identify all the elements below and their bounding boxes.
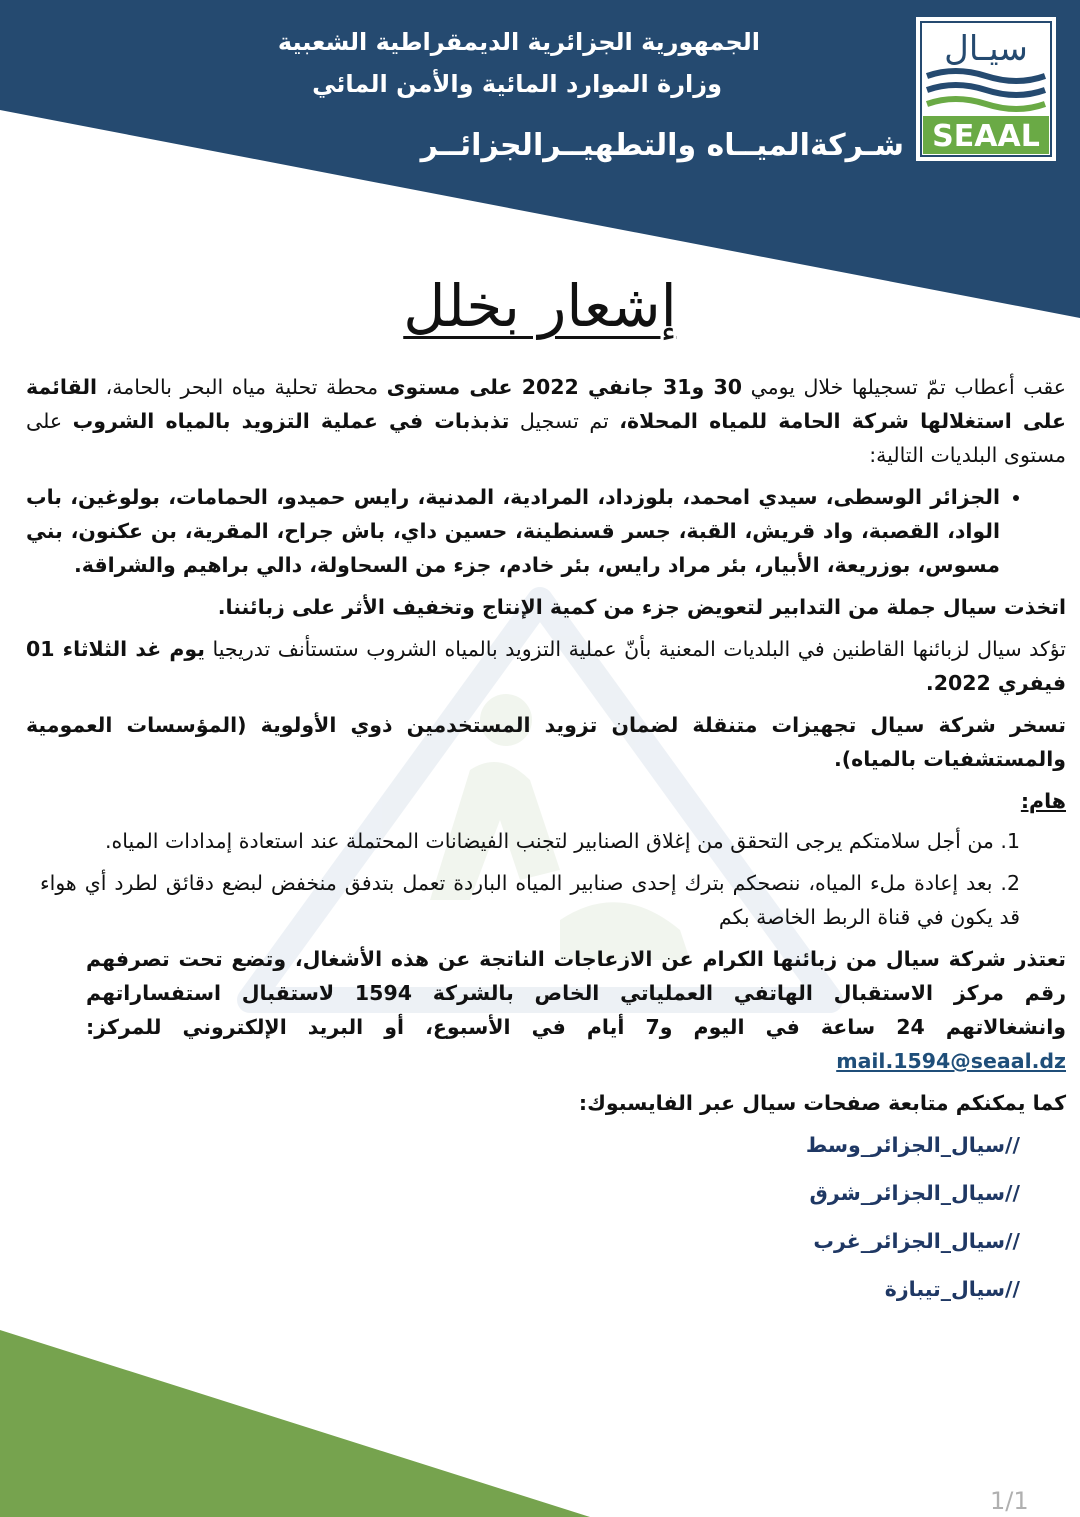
apology-paragraph: تعتذر شركة سيال من زبائنها الكرام عن الازعاجات الناتجة عن هذه الأشغال، وتضع تحت تصرفهم رقم مركز الاستقبال الهاتفي العملياتي الخاص بالشركة 1594 لاستقبال استفساراتهم وانشغالاتهم 24 ساعة في اليوم و7 أيام في الأسبوع، أو البريد الإلكتروني للمركز: mail.1594@seaal.dz <box>86 947 1066 1073</box>
intro-paragraph: عقب أعطاب تمّ تسجيلها خلال يومي 30 و31 جانفي 2022 على مستوى محطة تحلية مياه البحر بالحامة، القائمة على استغلالها شركة الحامة للمياه المحلاة، تم تسجيل تذبذبات في عملية التزويد بالمياه الشروب على مستوى البلديات التالية: <box>26 375 1066 467</box>
resumption-paragraph: تؤكد سيال لزبائنها القاطنين في البلديات المعنية بأنّ عملية التزويد بالمياه الشروب ستستأنف تدريجيا يوم غد الثلاثاء 01 فيفري 2022. <box>26 637 1066 695</box>
important-heading: هام: <box>1020 789 1066 813</box>
facebook-link-west[interactable]: //سيال_الجزائر_غرب <box>813 1229 1020 1253</box>
company-name: شـركةالميــاه والتطهيــرالجزائــر <box>420 128 904 163</box>
facebook-link-east[interactable]: //سيال_الجزائر_شرق <box>809 1181 1020 1205</box>
notice-body <box>26 370 1066 1320</box>
affected-towns-list <box>26 480 1066 582</box>
facebook-link-tipaza[interactable]: //سيال_تيبازة <box>884 1277 1020 1301</box>
facebook-pages-list <box>40 1128 1020 1306</box>
logo-latin-text: SEAAL <box>932 119 1040 154</box>
logo-arabic-text: سيـال <box>944 29 1028 69</box>
facebook-intro: كما يمكنكم متابعة صفحات سيال عبر الفايسبوك: <box>578 1091 1066 1115</box>
notice-title: إشعار بخلل <box>403 272 677 340</box>
towns-item: • الجزائر الوسطى، سيدي امحمد، بلوزداد، المرادية، المدنية، رايس حميدو، الحمامات، بولوغين، باب الواد، القصبة، واد قريش، القبة، جسر قسنطينة، حسين داي، باش جراح، المقرية، بن عكنون، بني مسوس، بوزريعة، الأبيار، بئر مراد رايس، بئر خادم، جزء من السحاولة، دالي براهيم والشراقة. <box>26 480 1000 582</box>
measures-paragraph: اتخذت سيال جملة من التدابير لتعويض جزء من كمية الإنتاج وتخفيف الأثر على زبائننا. <box>217 595 1066 619</box>
page-number: 1/1 <box>990 1487 1029 1515</box>
republic-heading: الجمهورية الجزائرية الديمقراطية الشعبية <box>277 28 760 56</box>
footer-green-band <box>0 1330 590 1517</box>
email-link[interactable]: mail.1594@seaal.dz <box>836 1049 1066 1073</box>
important-item-2: 2. بعد إعادة ملء المياه، ننصحكم بترك إحدى صنابير المياه الباردة تعمل بتدفق منخفض لبضع دقائق لطرد أي هواء قد يكون في قناة الربط الخاصة بكم <box>40 871 1020 929</box>
seaal-logo <box>915 16 1057 162</box>
mobile-equipment-paragraph: تسخر شركة سيال تجهيزات متنقلة لضمان تزويد المستخدمين ذوي الأولوية (المؤسسات العمومية والمستشفيات بالمياه). <box>26 713 1066 771</box>
important-item-1: 1. من أجل سلامتكم يرجى التحقق من إغلاق الصنابير لتجنب الفيضانات المحتملة عند استعادة إمدادات المياه. <box>105 829 1020 853</box>
ministry-heading: وزارة الموارد المائية والأمن المائي <box>312 70 722 98</box>
facebook-link-center[interactable]: //سيال_الجزائر_وسط <box>805 1133 1020 1157</box>
